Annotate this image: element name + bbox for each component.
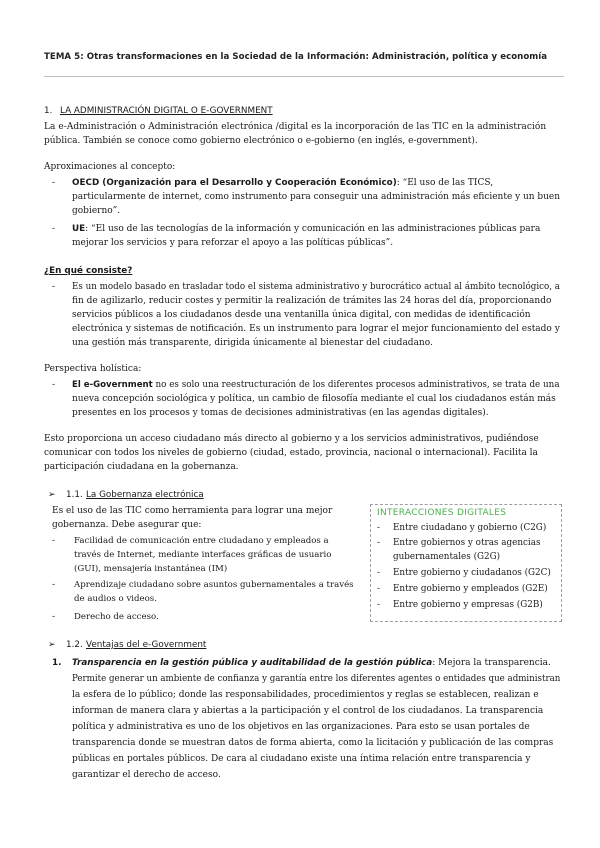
interactions-title: INTERACCIONES DIGITALES	[377, 508, 507, 518]
interaction-item-g2e: - Entre gobierno y empleados (G2E)	[377, 584, 548, 594]
ue-label: UE	[72, 224, 86, 234]
advantage-1-line-2: la esfera de lo público; donde las responsabilidades, procedimientos y reglas se establecen, realizan e	[72, 690, 539, 700]
advantage-1-line-5: transparencia donde se muestran datos de forma abierta, como la licitación y publicación de las compras	[72, 738, 554, 748]
section-1-title: LA ADMINISTRACIÓN DIGITAL O E-GOVERNMENT	[60, 106, 273, 116]
bullet-dash: -	[52, 282, 56, 292]
intro-line-1: La e-Administración o Administración electrónica /digital es la incorporación de las TIC en la administración	[44, 122, 547, 132]
consists-line-2: fin de agilizarlo, reducir costes y permitir la realización de trámites las 24 horas del día, proporcionando	[72, 296, 552, 306]
interaction-item-g2g-cont: gubernamentales (G2G)	[393, 552, 501, 562]
ue-text-1: : “El uso de las tecnologías de la información y comunicación en las administraciones públicas para	[85, 224, 541, 234]
bullet-dash: -	[52, 224, 56, 234]
governance-item-2-line-2: de audios o videos.	[74, 594, 157, 604]
advantage-1-line-7: garantizar el derecho de acceso.	[72, 770, 221, 780]
advantage-1-line-6: públicas en portales públicos. De cara al ciudadano existe una íntima relación entre transparencia y	[72, 754, 531, 764]
governance-line-2: gobernanza. Debe asegurar que:	[52, 520, 202, 530]
consists-line-5: una gestión más transparente, dirigida únicamente al bienestar del ciudadano.	[72, 338, 433, 348]
advantage-1-title: Transparencia en la gestión pública y auditabilidad de la gestión pública	[72, 658, 433, 668]
arrow-bullet-icon: ➢	[48, 640, 56, 650]
oecd-label: OECD (Organización para el Desarrollo y Cooperación Económico)	[72, 178, 397, 188]
oecd-text-1: : “El uso de las TICS,	[396, 178, 494, 188]
consists-heading: ¿En qué consiste?	[44, 266, 133, 276]
advantage-1-line-4: política y administrativa es uno de los objetivos en las organizaciones. Para esto se usan portales de	[72, 722, 530, 732]
arrow-bullet-icon: ➢	[48, 490, 56, 500]
advantage-1-line-1: Permite generar un ambiente de confianza y garantía entre los diferentes agentes o entidades que administran	[72, 674, 561, 684]
governance-item-3: Derecho de acceso.	[74, 612, 159, 622]
bullet-dash: -	[52, 380, 56, 390]
bullet-dash: -	[52, 612, 56, 622]
oecd-definition-line-2: particularmente de internet, como instrumento para conseguir una administración más eficiente y un buen	[72, 192, 560, 202]
section-1-2-title: Ventajas del e-Government	[86, 640, 207, 650]
section-1-1-title: La Gobernanza electrónica	[86, 490, 204, 500]
consists-line-1: Es un modelo basado en trasladar todo el sistema administrativo y burocrático actual al ámbito tecnológico, a	[72, 282, 561, 292]
governance-line-1: Es el uso de las TIC como herramienta para lograr una mejor	[52, 506, 333, 516]
governance-item-2-line-1: Aprendizaje ciudadano sobre asuntos gubernamentales a través	[74, 580, 354, 590]
section-1-2-number: 1.2.	[66, 640, 83, 650]
interaction-item-g2b: - Entre gobierno y empresas (G2B)	[377, 600, 543, 610]
approaches-label: Aproximaciones al concepto:	[44, 162, 176, 172]
interaction-item-c2g: - Entre ciudadano y gobierno (C2G)	[377, 523, 547, 533]
interactions-box	[370, 504, 562, 622]
access-line-2: comunicar con todos los niveles de gobierno (ciudad, estado, provincia, nacional o internacional). Facilita la	[44, 448, 538, 458]
advantage-1-title-tail: : Mejora la transparencia.	[432, 658, 551, 668]
oecd-definition-line-1	[72, 176, 493, 190]
advantage-1-number: 1.	[52, 658, 62, 668]
governance-item-1-line-2: través de Internet, mediante interfaces gráficas de usuario	[74, 550, 332, 560]
interaction-item-g2g: - Entre gobiernos y otras agencias	[377, 538, 541, 548]
bullet-dash: -	[52, 178, 56, 188]
access-line-1: Esto proporciona un acceso ciudadano más directo al gobierno y a los servicios administrativos, pudiéndose	[44, 434, 539, 444]
access-line-3: participación ciudadana en la gobernanza.	[44, 462, 239, 472]
intro-line-2: pública. También se conoce como gobierno electrónico o e-gobierno (en inglés, e-government).	[44, 136, 478, 146]
section-1-1-number: 1.1.	[66, 490, 83, 500]
governance-item-1-line-3: (GUI), mensajería instantánea (IM)	[74, 564, 228, 574]
holistic-line-3: presentes en los procesos y tomas de decisiones administrativas (en las agendas digitales).	[72, 408, 489, 418]
consists-line-3: servicios públicos a los ciudadanos desde una ventanilla única digital, con medidas de identificación	[72, 310, 531, 320]
header-divider	[44, 76, 564, 77]
oecd-definition-line-3: gobierno”.	[72, 206, 121, 216]
advantage-1-title-line	[72, 656, 551, 670]
advantage-1-line-3: informan de manera clara y abiertas a la participación y el control de los ciudadanos. La transparencia	[72, 706, 544, 716]
consists-line-4: electrónica y sistemas de notificación. Es un instrumento para lograr el mejor funcionamiento del estado y	[72, 324, 560, 334]
page-header-title: TEMA 5: Otras transformaciones en la Sociedad de la Información: Administración, política y economía	[44, 52, 548, 62]
holistic-label: Perspectiva holística:	[44, 364, 142, 374]
section-1-number: 1.	[44, 106, 53, 116]
governance-item-1-line-1: Facilidad de comunicación entre ciudadano y empleados a	[74, 536, 329, 546]
holistic-line-1	[72, 378, 560, 392]
holistic-bold: El e-Government	[72, 380, 153, 390]
holistic-text-1: no es solo una reestructuración de los diferentes procesos administrativos, se trata de una	[152, 380, 560, 390]
bullet-dash: -	[52, 536, 56, 546]
ue-definition-line-1	[72, 222, 540, 236]
holistic-line-2: nueva concepción sociológica y política, un cambio de filosofía mediante el cual los ciudadanos están más	[72, 394, 556, 404]
bullet-dash: -	[52, 580, 56, 590]
ue-definition-line-2: mejorar los servicios y para reforzar el apoyo a las políticas públicas”.	[72, 238, 394, 248]
interaction-item-g2c: - Entre gobierno y ciudadanos (G2C)	[377, 568, 551, 578]
